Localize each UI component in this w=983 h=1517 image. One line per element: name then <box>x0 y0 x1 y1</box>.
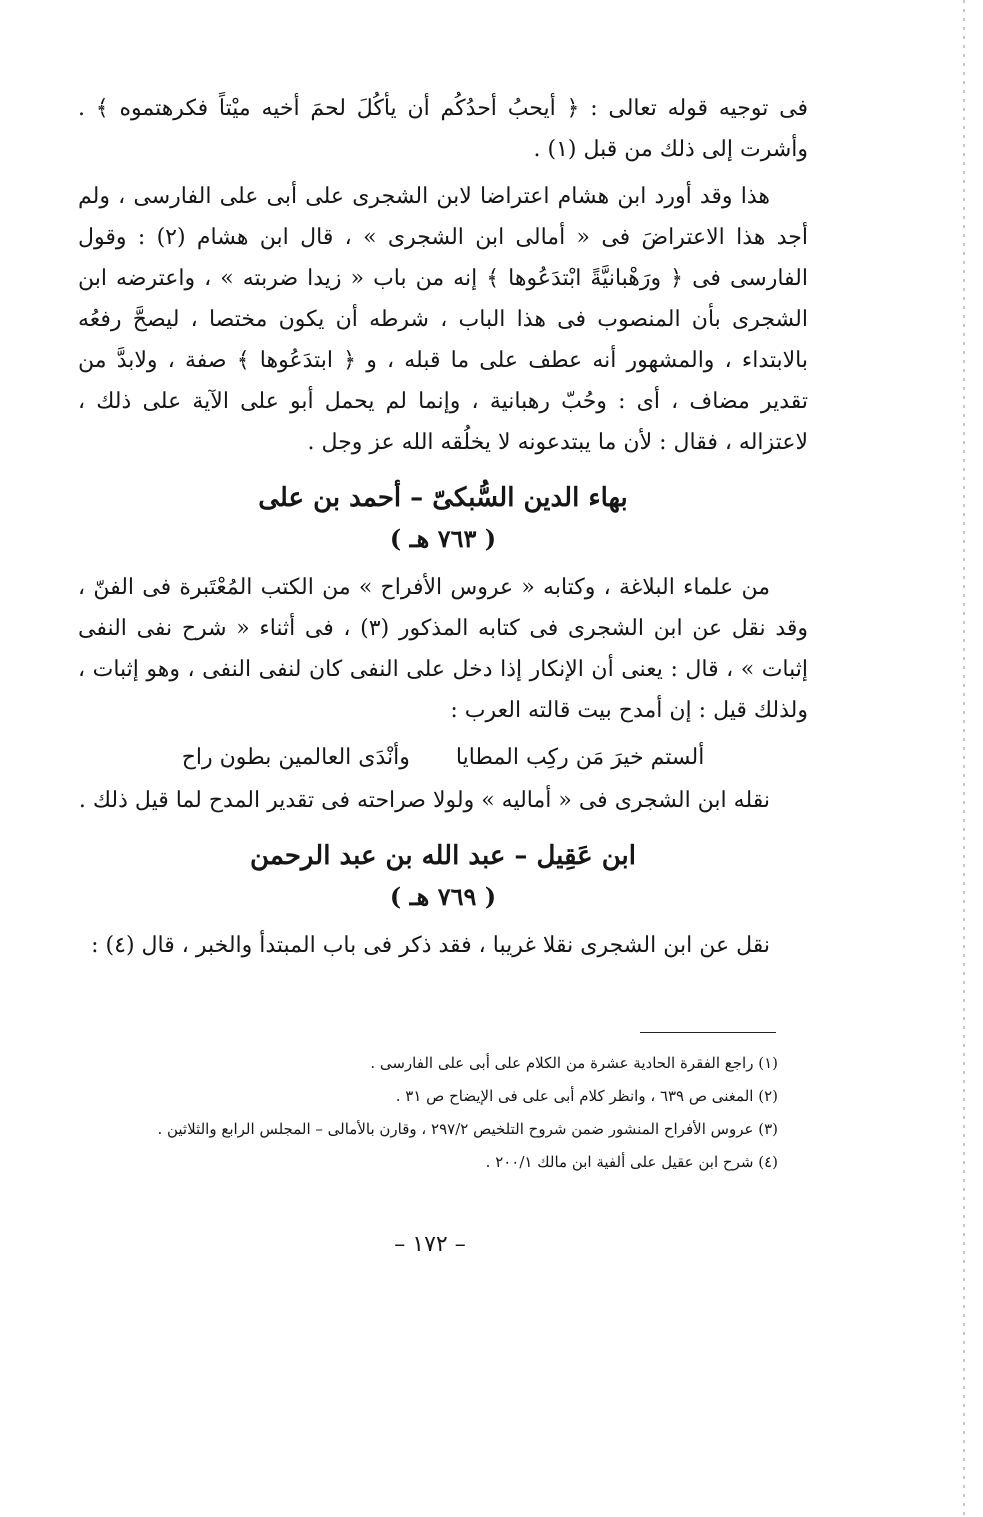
subki-paragraph: من علماء البلاغة ، وكتابه « عروس الأفراح » من الكتب المُعْتَبرة فى الفنّ ، وقد نقل عن ابن الشجرى فى كتابه المذكور (٣) ، فى أثناء « شرح نفى النفى إثبات » ، قال : يعنى أن الإنكار إذا دخل على النفى كان لنفى النفى ، وهو إثبات ، ولذلك قيل : إن أمدح بيت قالته العرب : <box>78 575 809 723</box>
subki-paragraph-2: نقله ابن الشجرى فى « أماليه » ولولا صراحته فى تقدير المدح لما قيل ذلك . <box>78 788 770 813</box>
footnote-4: (٤) شرح ابن عقيل على ألفية ابن مالك ٢٠٠/١ . <box>485 1153 778 1171</box>
paragraph-2: هذا وقد أورد ابن هشام اعتراضا لابن الشجرى على أبى على الفارسى ، ولم أجد هذا الاعتراضَ فى « أمالى ابن الشجرى » ، قال ابن هشام (٢) : وقول الفارسى فى ﴿ ورَهْبانيَّةً ابْتدَعُوها ﴾ إنه من باب « زيدا ضربته » ، واعترضه ابن الشجرى بأن المنصوب فى هذا الباب ، شرطه أن يكون مختصا ، ليصحَّ رفعُه بالابتداء ، والمشهور أنه عطف على ما قبله ، و ﴿ ابتدَعُوها ﴾ صفة ، ولابدَّ من تقدير مضاف ، أى : وحُبّ رهبانية ، وإنما لم يحمل أبو على الآية على ذلك ، لاعتزاله ، فقال : لأن ما يبتدعونه لا يخلُقه الله عز وجل . <box>78 184 808 455</box>
section-heading-subki: بهاء الدين السُّبكىّ – أحمد بن على <box>258 483 628 513</box>
footnote-2: (٢) المغنى ص ٦٣٩ ، وانظر كلام أبى على فى الإيضاح ص ٣١ . <box>395 1087 778 1105</box>
verse-second-hemistich: وأنْدَى العالمين بطون راح <box>181 745 410 770</box>
main-text <box>78 88 808 972</box>
scan-page-edge <box>963 0 965 1517</box>
section-year-ibn-aqil: ( ٧٦٩ هـ ) <box>389 882 497 911</box>
footnote-separator <box>640 1032 776 1033</box>
paragraph-1: فى توجيه قوله تعالى : ﴿ أيحبُ أحدُكُم أن يأكُلَ لحمَ أخيه ميْتاً فكرهتموه ﴾ . وأشرت إلى ذلك من قبل (١) . <box>78 96 808 162</box>
ibn-aqil-paragraph: نقل عن ابن الشجرى نقلا غريبا ، فقد ذكر فى باب المبتدأ والخبر ، قال (٤) : <box>91 933 770 958</box>
verse-first-hemistich: ألستم خيرَ مَن ركِب المطايا <box>455 745 705 770</box>
section-heading-ibn-aqil: ابن عَقِيل – عبد الله بن عبد الرحمن <box>250 841 636 871</box>
footnote-3: (٣) عروس الأفراح المنشور ضمن شروح التلخيص ٢٩٧/٢ ، وقارن بالأمالى – المجلس الرابع والثلاثين . <box>157 1120 778 1138</box>
footnotes <box>78 1050 778 1182</box>
section-year-subki: ( ٧٦٣ هـ ) <box>389 524 497 553</box>
poetry-verse <box>78 737 808 778</box>
page-number: – ١٧٢ – <box>394 1232 466 1257</box>
footnote-1: (١) راجع الفقرة الحادية عشرة من الكلام على أبى على الفارسى . <box>370 1054 778 1072</box>
